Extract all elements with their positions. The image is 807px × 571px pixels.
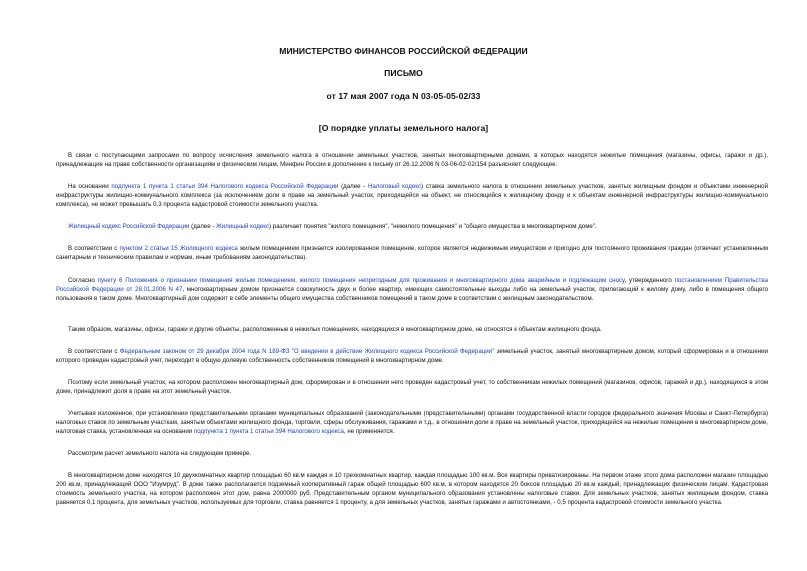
paragraph-text: (далее - bbox=[338, 183, 368, 190]
paragraph-text: В связи с поступающими запросами по вопросу исчисления земельного налога в отношении земельных участков, занятых многоквартирными домами, в которых находятся нежилые помещения (магазины, офисы, гаражи и др.), принадлежащие на праве собственности организациям и физическим лицам, Минфин России в дополнение к письму от 26.12.2006 N 03-06-02-02/154 разъясняет следующее. bbox=[56, 152, 768, 169]
document-link[interactable]: Жилищный кодекс Российской Федерации bbox=[68, 223, 190, 230]
paragraph-text: Поэтому если земельный участок, на котором расположен многоквартирный дом, сформирован и в отношении него проведен кадастровый учет, то собственникам нежилых помещений (магазинов, офисов, гаражей и др.), находящихся в этом доме, принадлежит доля в праве на этот земельный участок. bbox=[56, 379, 768, 396]
paragraph-text: Таким образом, магазины, офисы, гаражи и другие объекты, расположенные в нежилых помещениях, находящихся в многоквартирном доме, не относятся к объектам жилищного фонда. bbox=[68, 326, 602, 333]
ministry-heading: МИНИСТЕРСТВО ФИНАНСОВ РОССИЙСКОЙ ФЕДЕРАЦИИ bbox=[279, 46, 528, 56]
document-link[interactable]: постановлением Правительства Российской Федерации от 28.01.2006 N 47 bbox=[56, 277, 768, 294]
paragraph-4 bbox=[56, 244, 768, 262]
document-link[interactable]: пунктом 2 статьи 15 Жилищного кодекса bbox=[119, 245, 238, 252]
paragraph-2 bbox=[56, 182, 768, 209]
paragraph-text: В многоквартирном доме находятся 10 двухкомнатных квартир площадью 60 кв.м каждая и 10 трехкомнатных квартир, каждая площадью 100 кв.м. Все квартиры приватизированы. На первом этаже этого дома расположен магазин площадью 200 кв.м, принадлежащий ООО "Изумруд". В доме также располагается подземный кооперативный гараж общей площадью 600 кв.м, в котором находятся 20 боксов площадью 20 кв.м каждый, принадлежащих физическим лицам. Кадастровая стоимость земельного участка, на котором расположен этот дом, равна 2000000 руб. Представительным органом муниципального образования установлены налоговые ставки. Для земельных участков, занятых жилищным фондом, ставка равняется 0,1 процента, для земельных участков, используемых для торговли, ставка равняется 1 проценту, а для земельных участков, занятых гаражами и автостоянками, - 0,5 процента кадастровой стоимости земельного участка. bbox=[56, 472, 768, 507]
paragraph-9 bbox=[56, 409, 768, 436]
paragraph-10 bbox=[56, 449, 768, 458]
paragraph-5 bbox=[56, 276, 768, 303]
date-number-heading: от 17 мая 2007 года N 03-05-05-02/33 bbox=[326, 91, 481, 101]
paragraph-7 bbox=[56, 347, 768, 365]
paragraph-text: ) различает понятия "жилого помещения", "нежилого помещения" и "общего имущества в многоквартирном доме". bbox=[269, 223, 597, 230]
document-link[interactable]: подпункта 1 пункта 1 статьи 394 Налогового кодекса Российской Федерации bbox=[111, 183, 339, 190]
paragraph-text: , многоквартирным домом признается совокупность двух и более квартир, имеющих самостоятельные выходы либо на земельный участок, прилегающий к жилому дому, либо в помещения общего пользования в таком доме. Многоквартирный дом содержит в себе элементы общего имущества собственников помещений в таком доме в соответствии с жилищным законодательством. bbox=[56, 286, 768, 303]
subject-heading: [О порядке уплаты земельного налога] bbox=[318, 123, 489, 133]
paragraph-11 bbox=[56, 471, 768, 507]
paragraph-text: На основании bbox=[68, 183, 112, 190]
document-link[interactable]: подпункта 1 пункта 1 статьи 394 Налогового кодекса bbox=[193, 428, 344, 436]
paragraph-1 bbox=[56, 151, 768, 169]
paragraph-text: В соответствии с bbox=[68, 245, 120, 252]
paragraph-8 bbox=[56, 378, 768, 396]
paragraph-text: ) ставка земельного налога в отношении земельных участков, занятых жилищным фондом и объектами инженерной инфраструктуры жилищно-коммунального комплекса (за исключением доли в праве на земельный участок, приходящейся на объект, не относящийся к жилищному фонду и к объектам инженерной инфраструктуры жилищно-коммунального комплекса), не может превышать 0,3 процента кадастровой стоимости земельного участка. bbox=[56, 183, 768, 209]
document-link[interactable]: Налоговый кодекс bbox=[367, 183, 422, 190]
paragraph-3 bbox=[56, 222, 768, 231]
document-link[interactable]: Федеральным законом от 29 декабря 2004 года N 189-ФЗ "О введении в действие Жилищного кодекса Российской Федерации" bbox=[119, 348, 495, 355]
paragraph-text: жилым помещением признается изолированное помещение, которое является недвижимым имуществом и пригодно для постоянного проживания граждан (отвечает установленным санитарным и техническим правилам и нормам, иным требованиям законодательства). bbox=[56, 245, 768, 262]
paragraph-text: Учитывая изложенное, при установлении представительными органами муниципальных образований (законодательными (представительными) органами государственной власти городов федерального значения Москвы и Санкт-Петербурга) налоговых ставок по земельным участкам, занятым объектами жилищного фонда, торговли, сферы обслуживания, гаражами и т.д., в отношении доли в праве на земельный участок, приходящейся на нежилые помещения в многоквартирном доме, налоговая ставка, установленная на основании bbox=[56, 410, 768, 436]
paragraph-text: Согласно bbox=[68, 277, 98, 284]
document-link[interactable]: пункту 6 Положения о признании помещения жилым помещением, жилого помещения непригодным для проживания и многоквартирного дома аварийным и подлежащим сносу bbox=[97, 277, 625, 284]
document-type-heading: ПИСЬМО bbox=[384, 68, 423, 78]
paragraph-text: (далее - bbox=[189, 223, 217, 230]
paragraph-text: , утвержденного bbox=[624, 277, 675, 284]
paragraph-text: В соответствии с bbox=[68, 348, 120, 355]
paragraph-text: Рассмотрим расчет земельного налога на следующем примере. bbox=[68, 450, 252, 457]
paragraph-6 bbox=[56, 325, 768, 334]
paragraph-text: земельный участок, занятый многоквартирным домом, который сформирован и в отношении которого проведен кадастровый учет, переходит в общую долевую собственность собственников помещений в многоквартирном доме. bbox=[56, 348, 768, 365]
document-link[interactable]: Жилищный кодекс bbox=[216, 223, 270, 230]
paragraph-text: , не применяется. bbox=[343, 428, 395, 436]
